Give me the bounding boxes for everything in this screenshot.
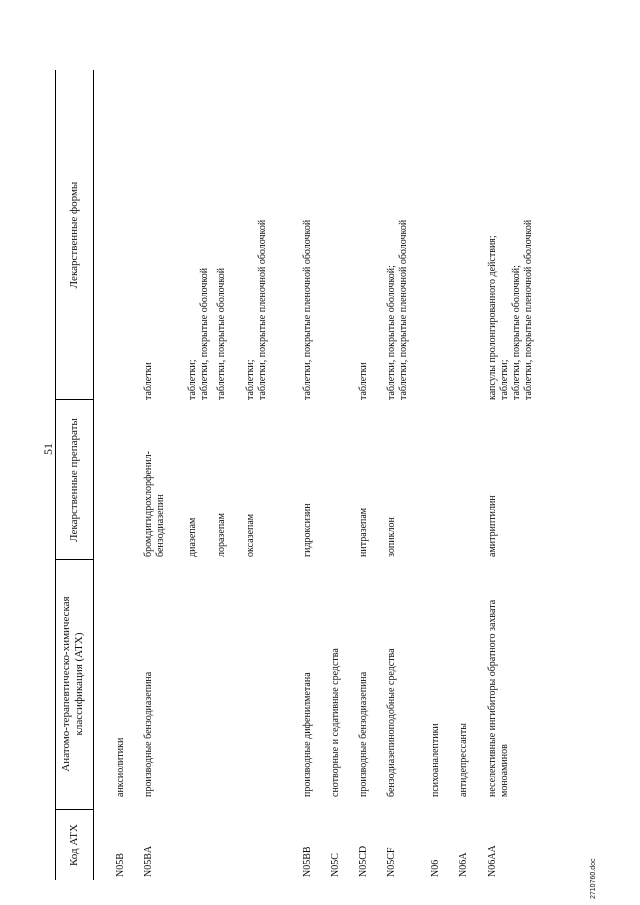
atc-code: N05B (115, 853, 126, 877)
page-number: 51 (41, 443, 55, 455)
header-bottom-border (93, 70, 94, 880)
dosage-form: таблетки (143, 362, 154, 400)
atc-class-name: снотворные и седативные средства (330, 648, 341, 797)
drug-name: диазепам (187, 517, 198, 557)
drug-name: лоразепам (216, 513, 227, 557)
atc-class-name: производные бензодиазепина (143, 671, 154, 797)
dosage-form: таблетки (358, 362, 369, 400)
atc-class-name: анксиолитики (115, 737, 126, 797)
dosage-form: таблетки, покрытые оболочкой (216, 267, 227, 400)
header-class: Анатомо-терапевтическо-химическая классификация (АТХ) (60, 596, 85, 772)
dosage-form: таблетки, покрытые пленочной оболочкой (302, 219, 313, 400)
dosage-form: таблетки, покрытые пленочной оболочкой (257, 219, 268, 400)
header-drugs: Лекарственные препараты (68, 418, 80, 542)
drug-name: гидроксизин (302, 503, 313, 557)
dosage-form: таблетки, покрытые оболочкой (199, 267, 210, 400)
dosage-form: таблетки; (499, 359, 510, 400)
drug-name: бензодиазепин (155, 494, 166, 557)
header-code: Код АТХ (68, 824, 80, 866)
dosage-form: капсулы пролонгированного действия; (487, 235, 498, 400)
atc-code: N05CD (358, 845, 369, 877)
atc-code: N06 (430, 859, 441, 877)
atc-code: N05C (330, 853, 341, 877)
dosage-form: таблетки; (187, 359, 198, 400)
atc-code: N06AA (487, 845, 498, 877)
drug-name: бромдигидрохлорфенил- (143, 451, 154, 557)
atc-class-name: неселективные ингибиторы обратного захвата моноаминов (487, 599, 510, 797)
dosage-form: таблетки, покрытые пленочной оболочкой (398, 219, 409, 400)
table-top-border (55, 70, 56, 880)
document-filename: 2710760.doc (590, 858, 597, 899)
atc-code: N05BA (143, 845, 154, 877)
atc-class-name: психоаналептики (430, 723, 441, 797)
drug-name: амитриптилин (487, 495, 498, 557)
atc-code: N05BB (302, 846, 313, 877)
dosage-form: таблетки, покрытые оболочкой; (511, 265, 522, 400)
atc-code: N06A (458, 852, 469, 877)
drug-name: зопиклон (386, 517, 397, 557)
atc-class-name: производные бензодиазепина (358, 671, 369, 797)
dosage-form: таблетки, покрытые пленочной оболочкой (523, 219, 534, 400)
atc-code: N05CF (386, 847, 397, 877)
drug-name: нитразепам (358, 507, 369, 557)
dosage-form: таблетки, покрытые оболочкой; (386, 265, 397, 400)
dosage-form: таблетки; (245, 359, 256, 400)
header-forms: Лекарственные формы (68, 181, 80, 289)
atc-class-name: бензодиазепиноподобные средства (386, 648, 397, 797)
atc-class-name: антидепрессанты (458, 723, 469, 797)
drug-name: оксазепам (245, 513, 256, 557)
atc-class-name: производные дифенилметана (302, 672, 313, 797)
